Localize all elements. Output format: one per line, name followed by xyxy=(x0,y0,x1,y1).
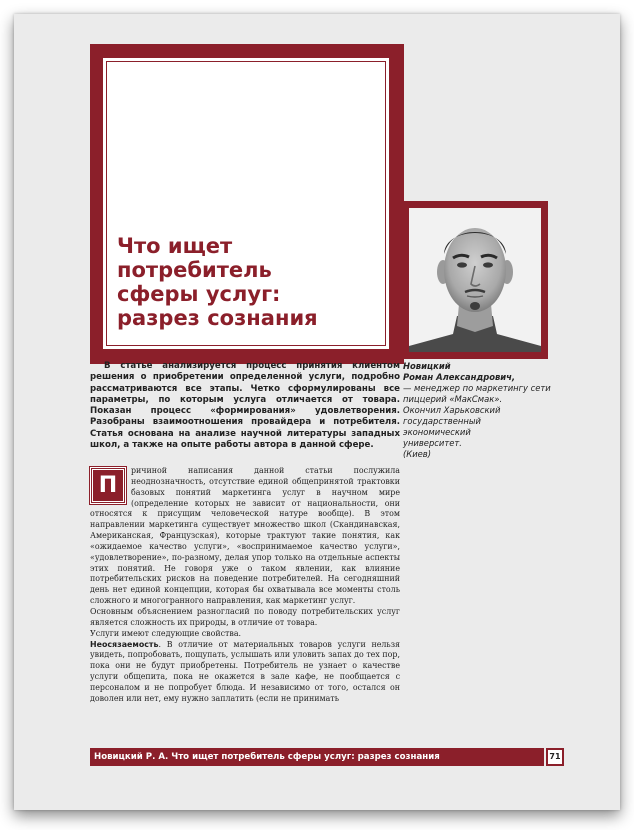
page-number-box xyxy=(546,748,564,766)
running-footer xyxy=(90,748,544,766)
article-body xyxy=(90,466,400,705)
drop-cap: П xyxy=(90,467,126,504)
title-panel xyxy=(100,55,392,352)
body-paragraph: Услуги имеют следующие свойства. xyxy=(90,628,242,638)
author-photo xyxy=(409,208,541,352)
term-heading: Неосязаемость xyxy=(90,639,159,649)
magazine-page xyxy=(14,14,620,810)
author-name: Новицкий Роман Александрович, xyxy=(403,361,516,382)
running-title: Новицкий Р. А. Что ищет потребитель сферы услуг: разрез сознания xyxy=(94,752,440,762)
author-description: — менеджер по маркетингу сети пиццерий «МакСмак». Окончил Харьковский государственный экономический университет. (Киев) xyxy=(403,383,551,459)
body-paragraph: Основным объяснением разногласий по поводу потребительских услуг является сложность их природы, в отличие от товара. xyxy=(90,606,400,627)
author-info xyxy=(403,361,553,460)
page-number: 71 xyxy=(548,750,562,764)
author-portrait-image xyxy=(409,208,541,352)
body-paragraph xyxy=(90,466,400,607)
body-paragraph-text: . В отличие от материальных товаров услуги нельзя увидеть, попробовать, пощупать, услышать или уловить запах до тех пор, пока они не будут приобретены. Потребитель не узнает о качестве услуги общепита, пока не окажется в зале кафе, не пообщается с персоналом и не попробует блюда. И независимо от того, остался он доволен или нет, ему нужно заплатить (если не принимать xyxy=(90,639,400,703)
title-frame xyxy=(90,44,404,364)
author-photo-frame xyxy=(402,201,548,359)
body-paragraph xyxy=(90,640,400,705)
article-abstract: В статье анализируется процесс принятия клиентом решения о приобретении определенной услуги, подробно рассматриваются все этапы. Четко сформулированы все параметры, по которым услуга отличается от товара. Показан процесс «формирования» удовлетворения. Разобраны взаимоотношения провайдера и потребителя. Статья основана на анализе научной литературы западных школ, а также на опыте работы автора в данной сфере. xyxy=(90,361,400,451)
body-paragraph-text: ричиной написания данной статьи послужила неоднозначность, отсутствие единой общепринятой трактовки базовых понятий маркетинга услуг в научном мире (определение которых не зависит от национальности, они относятся к присущим человеческой натуре вообще). В этом направлении маркетинга существует множество школ (Скандинавская, Американская, Французская), которые трактуют такие понятия, как «ожидаемое качество услуги», «воспринимаемое качество услуги», «удовлетворение», по-разному, делая упор только на отдельные аспекты этих понятий. Не говоря уже о таком явлении, как влияние потребительских рисков на поведение потребителей. На сегодняшний день нет единой концепции, которая бы охватывала все моменты столь сложного и многогранного направления, как маркетинг услуг. xyxy=(90,466,400,606)
article-title: Что ищет потребитель сферы услуг: разрез сознания xyxy=(117,234,318,330)
